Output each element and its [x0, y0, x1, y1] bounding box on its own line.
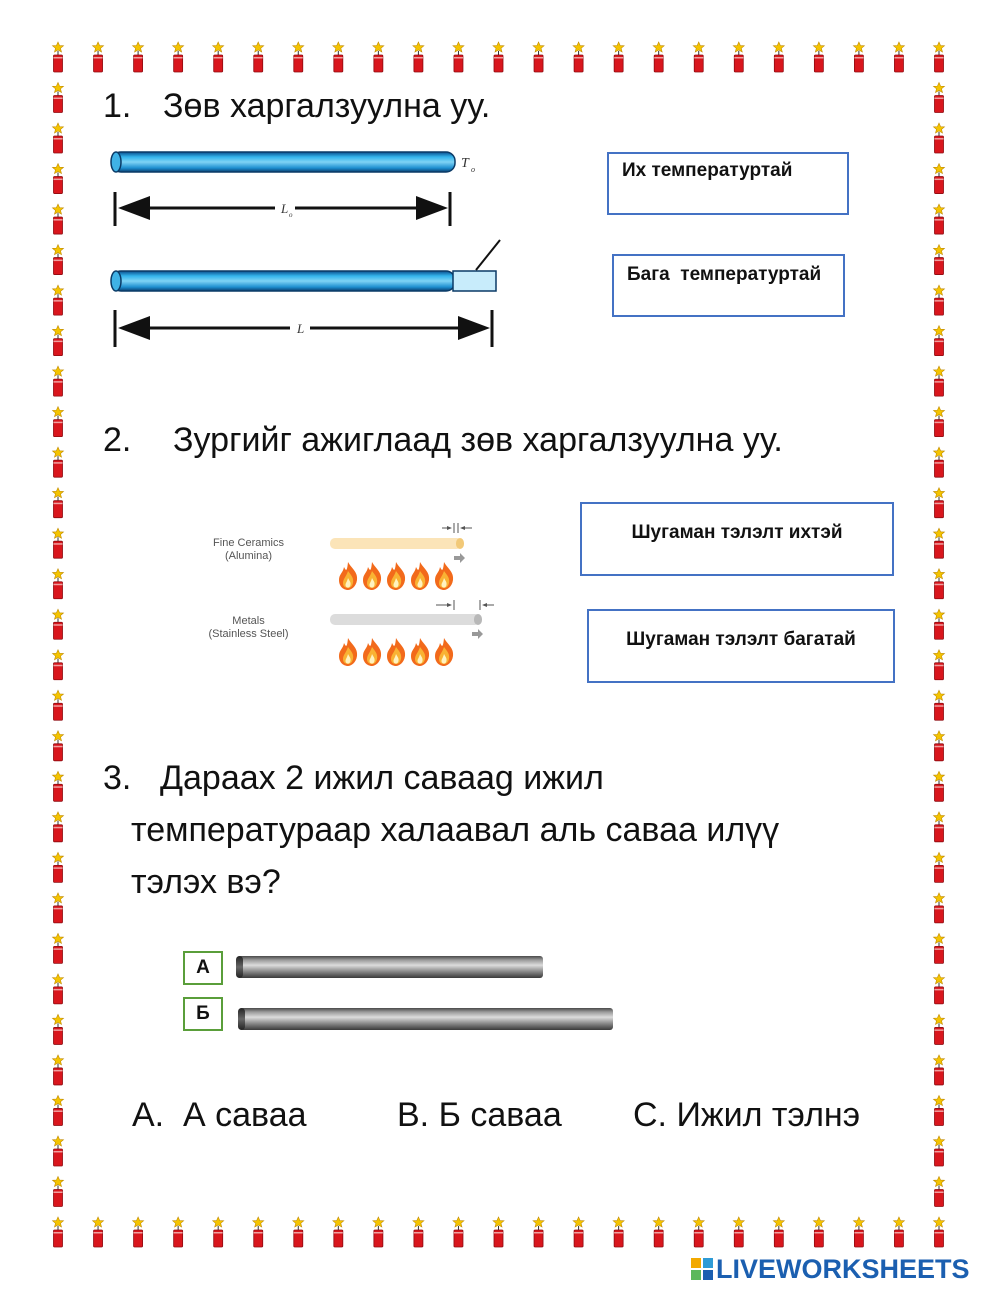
question-1 — [103, 80, 490, 132]
firecracker-icon — [934, 1055, 945, 1085]
cold-rod-end — [111, 152, 121, 172]
svg-text:o: o — [289, 211, 293, 219]
rod-b-end — [238, 1008, 245, 1030]
firecracker-icon — [133, 1217, 144, 1247]
flame-icon — [411, 562, 429, 590]
firecracker-icon — [934, 852, 945, 882]
firecracker-icon — [934, 1095, 945, 1125]
firecracker-icon — [53, 933, 64, 963]
firecracker-icon — [893, 1217, 904, 1247]
firecracker-icon — [293, 1217, 304, 1247]
t0-subscript: o — [471, 165, 475, 174]
question-3-line-2: температураар халаавал аль саваа илүү — [131, 811, 780, 849]
thermal-expansion-comparison — [326, 518, 501, 670]
rod-a — [238, 956, 543, 978]
firecracker-icon — [173, 1217, 184, 1247]
firecracker-icon — [934, 974, 945, 1004]
firecracker-icon — [813, 42, 824, 72]
question-1-text: Зөв харгалзуулна уу. — [163, 87, 491, 125]
firecracker-icon — [934, 1136, 945, 1166]
firecracker-icon — [773, 1217, 784, 1247]
rod-b — [240, 1008, 613, 1030]
firecracker-icon — [733, 42, 744, 72]
firecracker-icon — [533, 42, 544, 72]
firecracker-icon — [573, 42, 584, 72]
option-a[interactable]: A. А саваа — [132, 1096, 307, 1134]
firecracker-icon — [53, 488, 64, 518]
flames-row-1 — [339, 562, 453, 590]
firecracker-icon — [533, 1217, 544, 1247]
answer-box-low-expansion-label: Шугаман тэлэлт багатай — [626, 629, 856, 650]
firecracker-icon — [53, 690, 64, 720]
flame-icon — [435, 638, 453, 666]
firecracker-icon — [653, 42, 664, 72]
flame-icon — [411, 638, 429, 666]
firecracker-icon — [934, 366, 945, 396]
firecracker-icon — [53, 771, 64, 801]
ceramics-label: Fine Ceramics (Alumina) — [213, 537, 284, 562]
firecracker-icon — [934, 83, 945, 113]
firecracker-icon — [53, 893, 64, 923]
firecracker-icon — [253, 42, 264, 72]
firecracker-icon — [934, 1014, 945, 1044]
firecracker-icon — [853, 1217, 864, 1247]
firecracker-icon — [53, 812, 64, 842]
firecracker-icon — [53, 164, 64, 194]
firecracker-icon — [934, 123, 945, 153]
answer-box-high-expansion-label: Шугаман тэлэлт ихтэй — [631, 522, 843, 543]
firecracker-icon — [934, 1176, 945, 1206]
firecracker-icon — [53, 974, 64, 1004]
firecracker-icon — [934, 447, 945, 477]
firecracker-icon — [453, 42, 464, 72]
firecracker-icon — [53, 1176, 64, 1206]
firecracker-icon — [53, 83, 64, 113]
flame-icon — [387, 638, 405, 666]
firecracker-icon — [693, 1217, 704, 1247]
firecracker-icon — [613, 42, 624, 72]
question-2 — [103, 414, 783, 466]
firecracker-icon — [173, 42, 184, 72]
firecracker-icon — [53, 1217, 64, 1247]
firecracker-icon — [453, 1217, 464, 1247]
firecracker-icon — [853, 42, 864, 72]
firecracker-icon — [333, 42, 344, 72]
firecracker-icon — [213, 1217, 224, 1247]
firecracker-icon — [53, 1136, 64, 1166]
firecracker-icon — [213, 42, 224, 72]
cold-rod — [112, 152, 455, 172]
answer-box-high-expansion[interactable] — [580, 502, 894, 576]
firecracker-icon — [53, 1014, 64, 1044]
answer-box-high-temp[interactable] — [607, 152, 849, 215]
firecracker-icon — [53, 326, 64, 356]
answer-box-low-temp[interactable] — [612, 254, 845, 317]
firecracker-icon — [934, 326, 945, 356]
l0-label: L — [281, 201, 289, 216]
firecracker-icon — [53, 42, 64, 72]
rod-expansion-figure — [100, 140, 510, 355]
hot-rod — [112, 271, 455, 291]
metal-rod — [330, 614, 480, 625]
firecracker-icon — [53, 609, 64, 639]
firecracker-icon — [53, 245, 64, 275]
answer-box-low-temp-label: Бага температуртай — [627, 264, 822, 285]
firecracker-icon — [493, 42, 504, 72]
question-3-line-1-text: Дараах 2 ижил саваag ижил — [160, 759, 604, 797]
question-3 — [103, 752, 903, 908]
metals-label: Metals (Stainless Steel) — [208, 615, 289, 640]
firecracker-icon — [733, 1217, 744, 1247]
firecracker-icon — [934, 1217, 945, 1247]
question-3-number: 3. — [103, 759, 132, 797]
firecracker-icon — [333, 1217, 344, 1247]
firecracker-icon — [934, 204, 945, 234]
firecracker-icon — [53, 650, 64, 680]
question-2-text: Зургийг ажиглаад зөв харгалзуулна уу. — [173, 421, 783, 459]
firecracker-icon — [133, 42, 144, 72]
firecracker-icon — [413, 1217, 424, 1247]
firecracker-icon — [934, 569, 945, 599]
rod-a-label: А — [183, 951, 223, 985]
firecracker-icon — [934, 245, 945, 275]
logo-icon — [691, 1258, 713, 1280]
firecracker-icon — [53, 366, 64, 396]
firecracker-icon — [293, 42, 304, 72]
t0-label: T — [461, 156, 469, 171]
firecracker-icon — [373, 42, 384, 72]
firecracker-icon — [934, 528, 945, 558]
firecracker-icon — [934, 731, 945, 761]
hot-rod-extension — [453, 271, 496, 291]
firecracker-icon — [773, 42, 784, 72]
firecracker-icon — [373, 1217, 384, 1247]
firecracker-icon — [934, 650, 945, 680]
firecracker-icon — [53, 1055, 64, 1085]
firecracker-icon — [53, 528, 64, 558]
firecracker-icon — [934, 488, 945, 518]
liveworksheets-logo: LIVEWORKSHEETS — [716, 1254, 970, 1284]
firecracker-icon — [253, 1217, 264, 1247]
ceramic-rod — [330, 538, 462, 549]
option-c[interactable]: C. Ижил тэлнэ — [633, 1096, 861, 1134]
firecracker-icon — [53, 852, 64, 882]
firecracker-icon — [893, 42, 904, 72]
flame-icon — [435, 562, 453, 590]
firecracker-icon — [653, 1217, 664, 1247]
answer-box-low-expansion[interactable] — [587, 609, 895, 683]
flame-icon — [387, 562, 405, 590]
firecracker-icon — [934, 690, 945, 720]
firecracker-icon — [934, 771, 945, 801]
firecracker-icon — [53, 285, 64, 315]
firecracker-icon — [93, 42, 104, 72]
firecracker-icon — [934, 407, 945, 437]
firecracker-icon — [693, 42, 704, 72]
firecracker-icon — [53, 204, 64, 234]
answer-box-high-temp-label: Их температуртай — [622, 160, 793, 181]
question-3-line-1 — [103, 752, 903, 804]
firecracker-icon — [493, 1217, 504, 1247]
firecracker-icon — [53, 731, 64, 761]
firecracker-icon — [934, 933, 945, 963]
firecracker-icon — [53, 1095, 64, 1125]
flame-icon — [339, 638, 357, 666]
firecracker-icon — [934, 42, 945, 72]
firecracker-icon — [573, 1217, 584, 1247]
firecracker-icon — [934, 164, 945, 194]
rod-a-end — [236, 956, 243, 978]
firecracker-icon — [934, 812, 945, 842]
question-2-number: 2. — [103, 421, 132, 459]
rod-b-label: Б — [183, 997, 223, 1031]
firecracker-icon — [413, 42, 424, 72]
firecracker-icon — [613, 1217, 624, 1247]
option-b[interactable]: B. Б саваа — [397, 1096, 562, 1134]
question-1-number: 1. — [103, 87, 132, 125]
firecracker-icon — [934, 609, 945, 639]
l-label: L — [297, 321, 305, 336]
firecracker-icon — [53, 447, 64, 477]
firecracker-icon — [93, 1217, 104, 1247]
firecracker-icon — [53, 569, 64, 599]
firecracker-icon — [813, 1217, 824, 1247]
firecracker-icon — [934, 893, 945, 923]
flame-icon — [339, 562, 357, 590]
question-3-line-3: тэлэх вэ? — [131, 863, 281, 901]
firecracker-icon — [53, 407, 64, 437]
flame-icon — [363, 638, 381, 666]
flame-icon — [363, 562, 381, 590]
firecracker-icon — [934, 285, 945, 315]
flames-row-2 — [339, 638, 453, 666]
firecracker-icon — [53, 123, 64, 153]
